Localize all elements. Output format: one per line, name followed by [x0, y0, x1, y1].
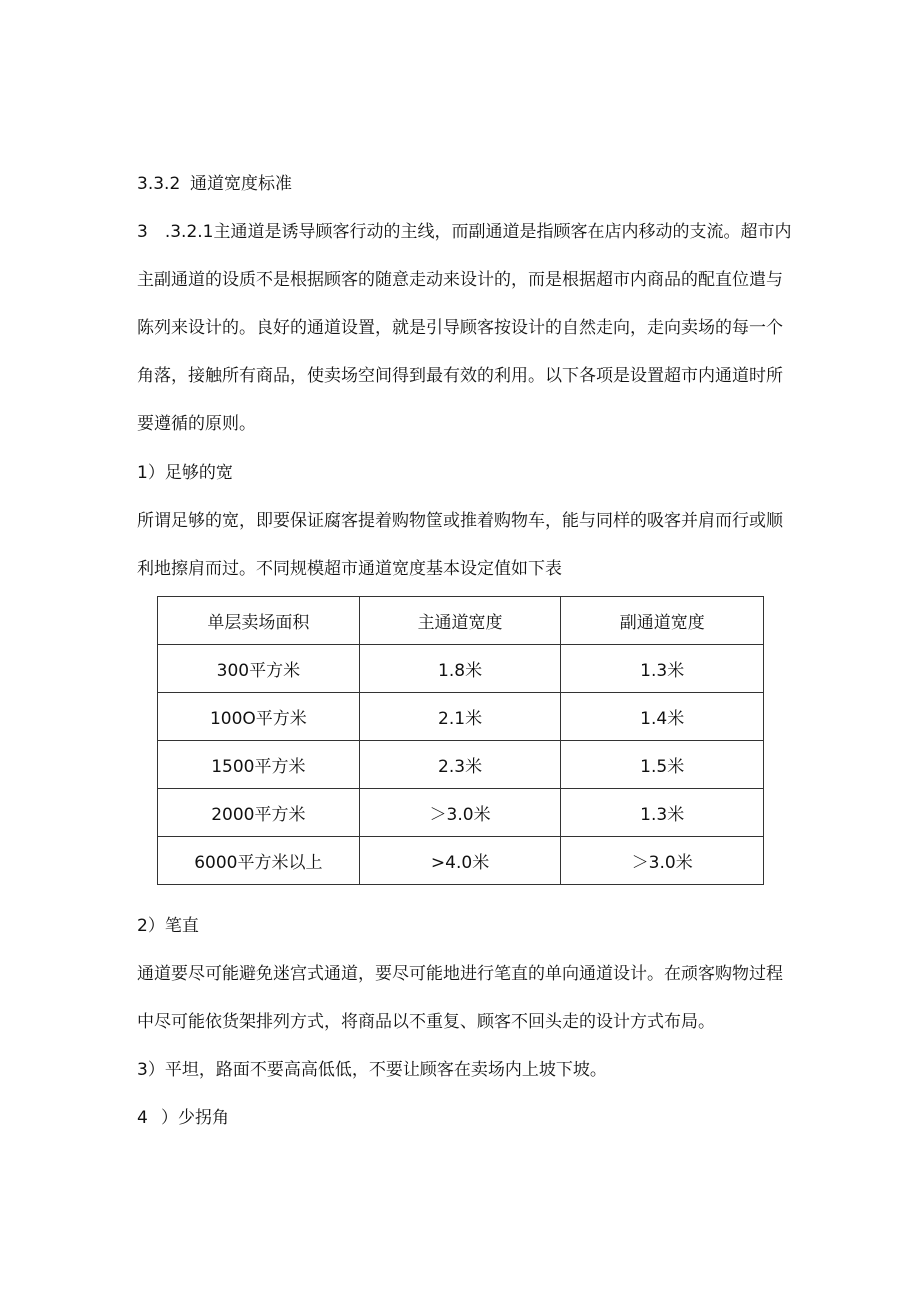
intro-line-4: 角落，接触所有商品，使卖场空间得到最有效的利用。以下各项是设置超市内通道时所 — [137, 366, 783, 386]
table-row — [158, 837, 764, 885]
table-row — [158, 741, 764, 789]
table-header-row — [158, 597, 764, 645]
cell-area: 300平方米 — [158, 645, 360, 693]
cell-area: 100O平方米 — [158, 693, 360, 741]
cell-area: 2000平方米 — [158, 789, 360, 837]
item4-heading — [137, 1106, 229, 1130]
header-area: 单层卖场面积 — [158, 597, 360, 645]
cell-sub-width: 1.4米 — [561, 693, 764, 741]
table-row — [158, 645, 764, 693]
cell-sub-width: ＞3.0米 — [561, 837, 764, 885]
item4-text: ）少拐角 — [161, 1108, 229, 1128]
cell-area: 6000平方米以上 — [158, 837, 360, 885]
cell-main-width: 2.1米 — [359, 693, 561, 741]
item4-number: 4 — [137, 1108, 148, 1128]
item2-line-1: 通道要尽可能避免迷宫式通道，要尽可能地进行笔直的单向通道设计。在顽客购物过程 — [137, 964, 783, 984]
item2-line-2: 中尽可能依货架排列方式，将商品以不重复、顾客不回头走的设计方式布局。 — [137, 1012, 715, 1032]
intro-line-5: 要遵循的原则。 — [137, 414, 256, 434]
item3-text: 3）平坦，路面不要高高低低，不要让顾客在卖场内上坡下坡。 — [137, 1060, 607, 1080]
cell-main-width: >4.0米 — [359, 837, 561, 885]
table-row — [158, 789, 764, 837]
item2-heading: 2）笔直 — [137, 916, 199, 936]
table-row — [158, 693, 764, 741]
cell-main-width: 1.8米 — [359, 645, 561, 693]
header-sub-aisle: 副通道宽度 — [561, 597, 764, 645]
cell-main-width: 2.3米 — [359, 741, 561, 789]
cell-sub-width: 1.5米 — [561, 741, 764, 789]
item1-heading: 1）足够的宽 — [137, 463, 233, 483]
section-title: 通道宽度标准 — [190, 174, 292, 194]
intro-line-2: 主副通道的设质不是根据顾客的随意走动来设计的，而是根据超市内商品的配直位遣与 — [137, 270, 783, 290]
item1-line-1: 所谓足够的宽，即要保证腐客提着购物筐或推着购物车，能与同样的吸客并肩而行或顺 — [137, 511, 783, 531]
section-heading — [137, 172, 292, 196]
aisle-width-table — [157, 596, 764, 885]
cell-sub-width: 1.3米 — [561, 645, 764, 693]
header-main-aisle: 主通道宽度 — [359, 597, 561, 645]
cell-main-width: ＞3.0米 — [359, 789, 561, 837]
cell-area: 1500平方米 — [158, 741, 360, 789]
intro-line-3: 陈列来设计的。良好的通道设置，就是引导顾客按设计的自然走向，走向卖场的每一个 — [137, 318, 783, 338]
intro-line-1: 3 .3.2.1主通道是诱导顾客行动的主线，而副通道是指顾客在店内移动的支流。超市内 — [137, 222, 792, 242]
cell-sub-width: 1.3米 — [561, 789, 764, 837]
section-number: 3.3.2 — [137, 174, 181, 194]
item1-line-2: 利地擦肩而过。不同规模超市通道宽度基本设定值如下表 — [137, 559, 562, 579]
